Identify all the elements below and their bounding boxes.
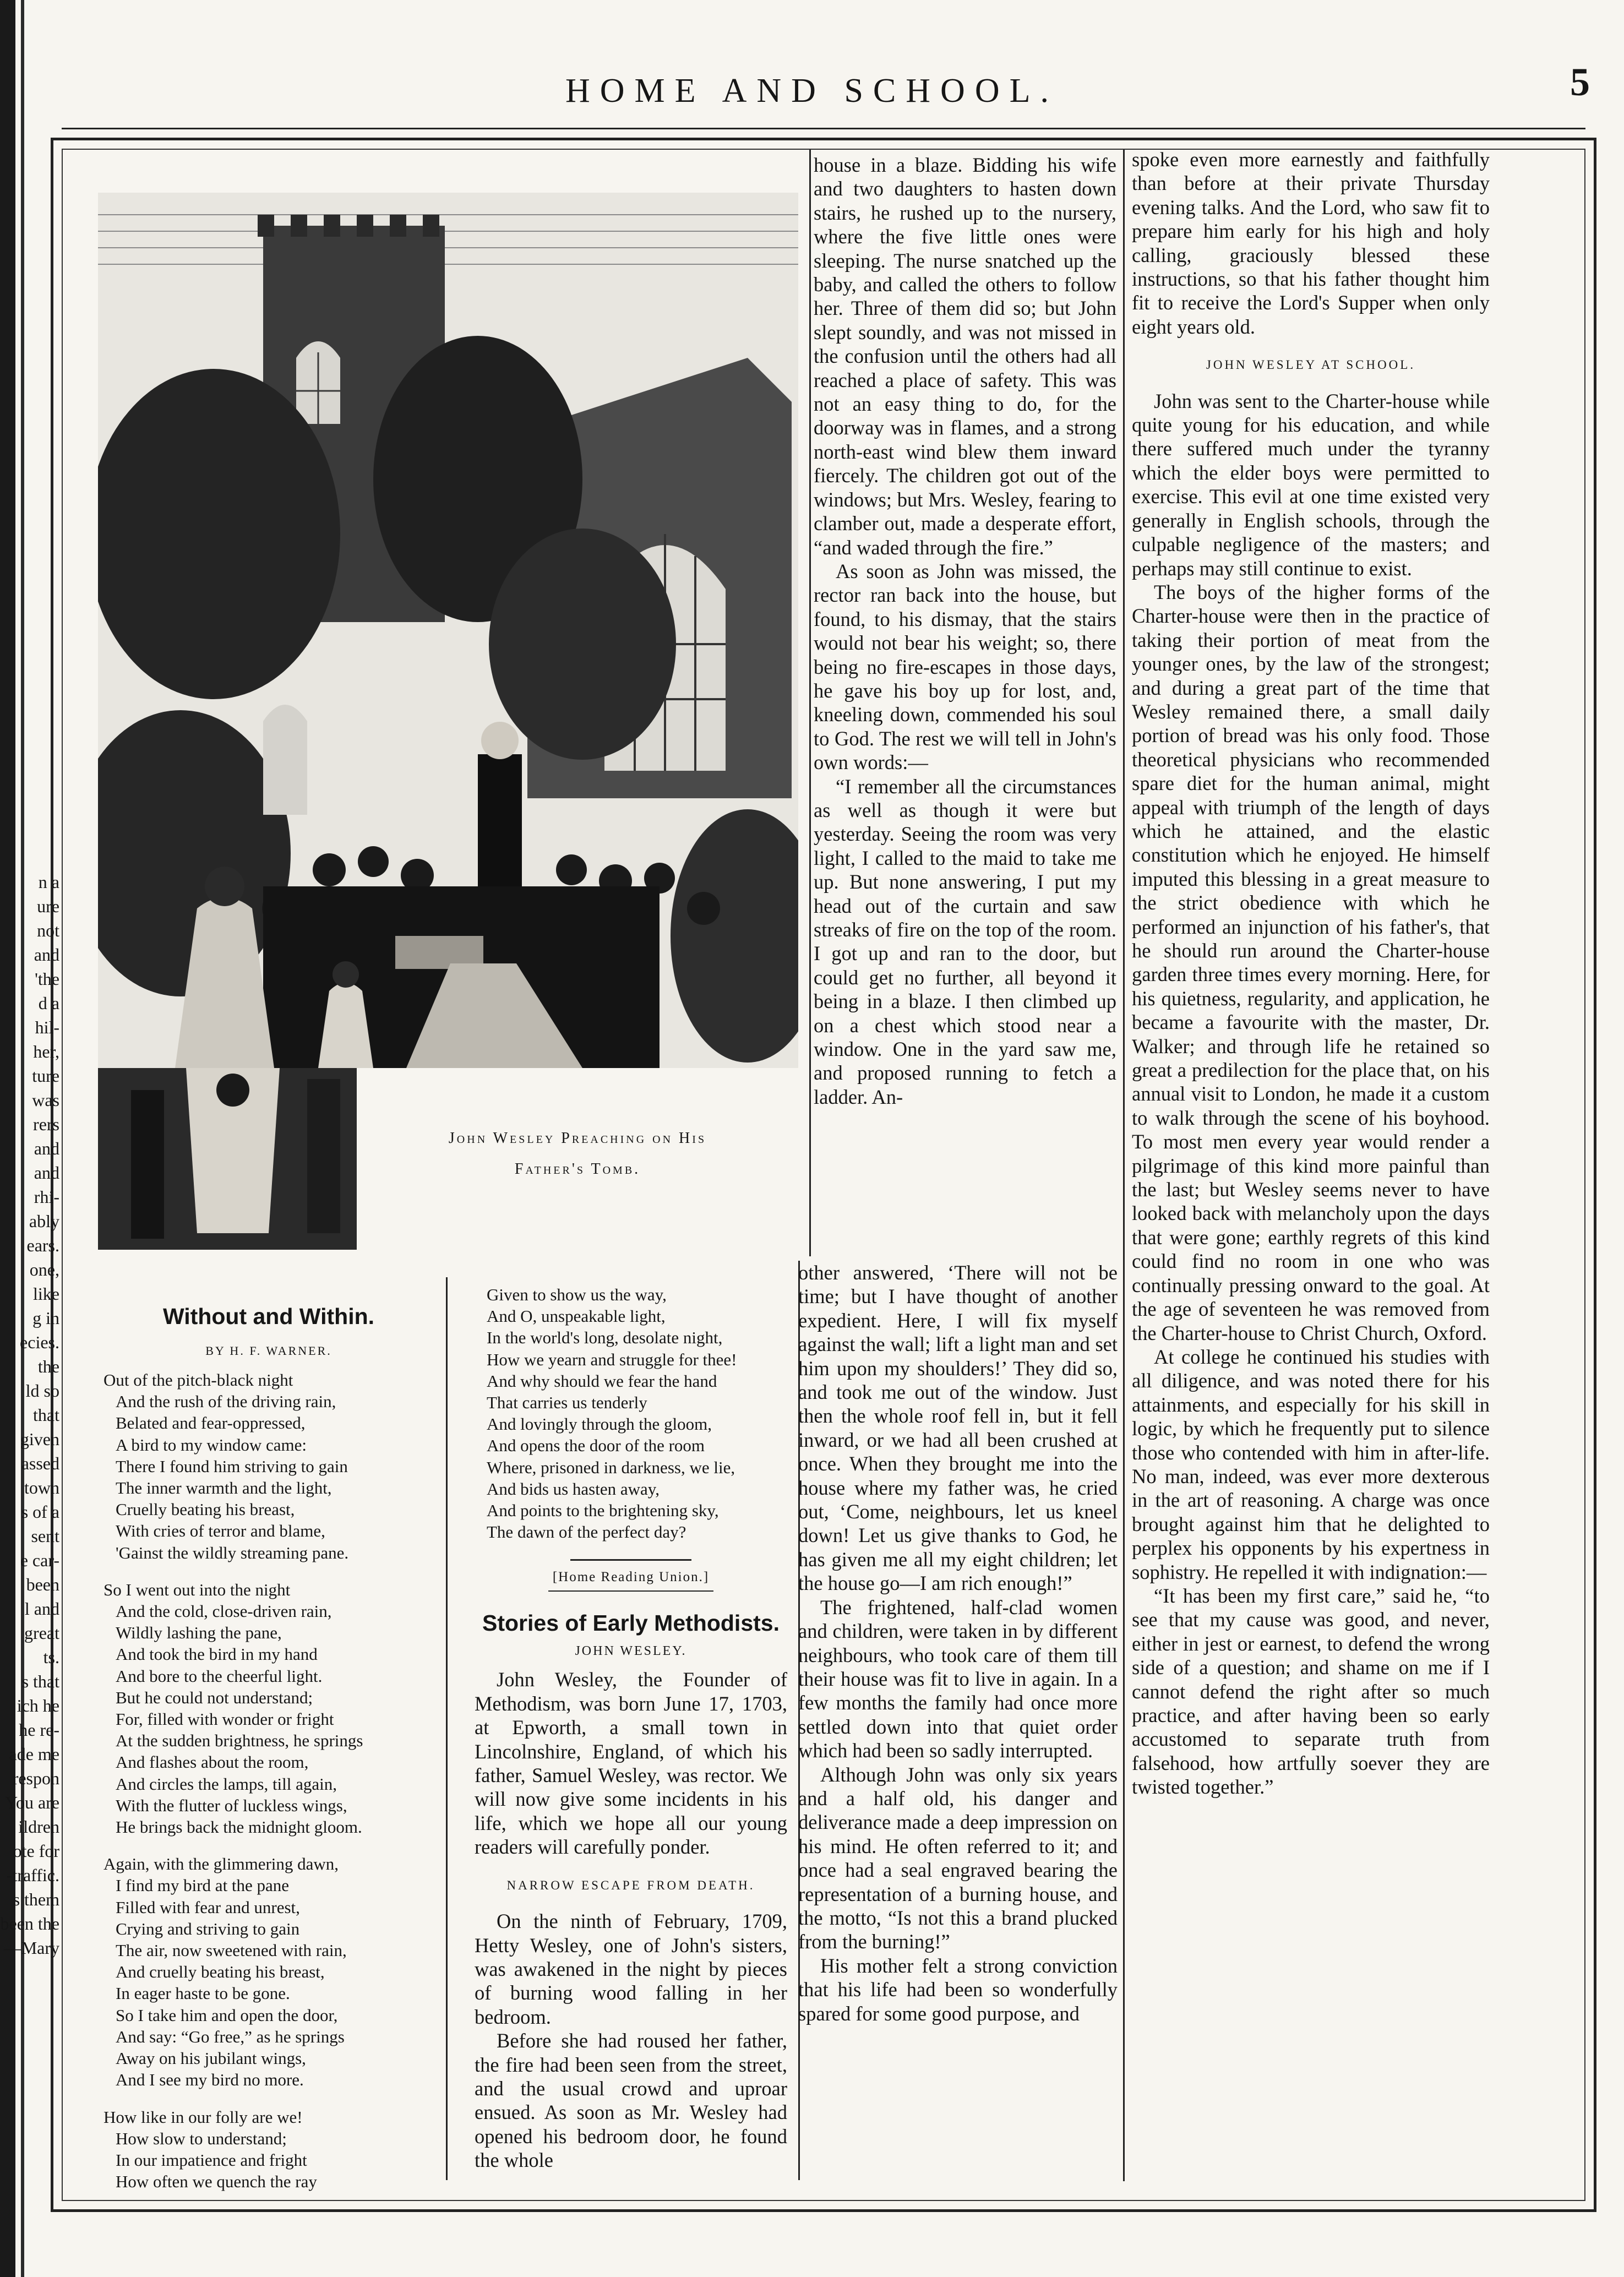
column-rule-1 bbox=[446, 1277, 448, 2180]
poem-line: There I found him striving to gain bbox=[116, 1456, 348, 1476]
poem-line: Again, with the glimmering dawn, bbox=[103, 1854, 339, 1874]
poem-line: But he could not understand; bbox=[116, 1687, 313, 1707]
column-rule-3 bbox=[1123, 150, 1125, 2181]
poem-line: With cries of terror and blame, bbox=[116, 1521, 325, 1541]
poem-line: In our impatience and fright bbox=[116, 2150, 307, 2170]
poem-line: That carries us tenderly bbox=[487, 1393, 647, 1413]
adjacent-page-fragment: d a bbox=[38, 993, 59, 1013]
article-col-3-lower bbox=[798, 1261, 1118, 2025]
paragraph-s2-3: At college he continued his studies with all diligence, and was noted there for his attainments, and especially for his skill in logic, by which he frequently put to silence those who contended with him in after-life. No man, indeed, was ever more dexterous in the art of reasoning. A charge was once brought against him that he delighted to perplex his opponents by his expertness in sophistry. He repelled it with indignation:— bbox=[1132, 1345, 1490, 1583]
poem-stanza bbox=[103, 1579, 434, 1838]
poem-line: A bird to my window came: bbox=[116, 1435, 307, 1455]
adjacent-page-fragment: given bbox=[20, 1429, 59, 1449]
poem-stanza bbox=[103, 1853, 434, 2090]
adjacent-page-fragment: and bbox=[34, 1138, 59, 1158]
adjacent-page-fragment: sent bbox=[31, 1526, 59, 1546]
adjacent-page-fragment: —Mary bbox=[3, 1938, 59, 1958]
page-number: 5 bbox=[1570, 60, 1590, 104]
poem-line: And cruelly beating his breast, bbox=[116, 1962, 325, 1982]
engraving-caption bbox=[357, 1123, 798, 1185]
adjacent-page-fragment: not bbox=[37, 920, 59, 940]
poem-line: So I went out into the night bbox=[103, 1579, 291, 1599]
poem-line: He brings back the midnight gloom. bbox=[116, 1817, 362, 1837]
adjacent-page-fragment: ld so bbox=[25, 1381, 59, 1401]
adjacent-page-fragment: -traffic. bbox=[6, 1865, 59, 1885]
article-col-4 bbox=[1132, 148, 1490, 1799]
poem-line: And took the bird in my hand bbox=[116, 1644, 318, 1664]
poem-line: Crying and striving to gain bbox=[116, 1919, 300, 1938]
paragraph-s1-1: On the ninth of February, 1709, Hetty Wesley, one of John's sisters, was awakened in the night by pieces of burning wood falling in her bedroom. bbox=[475, 1910, 787, 2028]
poem-line: Where, prisoned in darkness, we lie, bbox=[487, 1457, 735, 1477]
adjacent-page-fragment: and bbox=[34, 945, 59, 965]
adjacent-page-fragment: been the bbox=[0, 1914, 59, 1933]
article-col-2 bbox=[475, 1668, 787, 2172]
poem-line: And lovingly through the gloom, bbox=[487, 1414, 712, 1434]
adjacent-page-fragment: assed bbox=[21, 1453, 59, 1473]
poem-line: How slow to understand; bbox=[116, 2128, 287, 2148]
adjacent-page-fragment: the bbox=[37, 1357, 59, 1376]
caption-line-2: Father's Tomb. bbox=[514, 1161, 641, 1178]
adjacent-page-fragment: rers bbox=[33, 1114, 59, 1134]
engraving-rule bbox=[809, 150, 811, 1256]
ornament-rule bbox=[570, 1559, 691, 1561]
poem-line: Away on his jubilant wings, bbox=[116, 2049, 306, 2068]
poem-line: For, filled with wonder or fright bbox=[116, 1709, 334, 1729]
adjacent-page-fragment: ably bbox=[29, 1211, 59, 1231]
poem-line: And opens the door of the room bbox=[487, 1436, 705, 1456]
paragraph-s2-1: John was sent to the Charter-house while quite young for his education, and while there suffered much under the tyranny which the elder boys were permitted to exercise. This evil at one time existed very generally in English schools, through the culpable negligence of the masters; and perhaps may still continue to exist. bbox=[1132, 389, 1490, 580]
adjacent-page-fragment: ildren bbox=[18, 1817, 59, 1837]
poem-line: The air, now sweetened with rain, bbox=[116, 1941, 347, 1960]
adjacent-page-fragment: town bbox=[24, 1478, 59, 1497]
poem-line: And points to the brightening sky, bbox=[487, 1501, 719, 1521]
poem-column-2 bbox=[475, 1284, 787, 2172]
poem-line: And say: “Go free,” as he springs bbox=[116, 2027, 345, 2046]
article-intro: John Wesley, the Founder of Methodism, was born June 17, 1703, at Epworth, a small town in Lincolnshire, England, of which his father, Samuel Wesley, was rector. We will now give some incidents in his life, which we hope all our young readers will carefully ponder. bbox=[475, 1668, 787, 1859]
adjacent-page-fragment: e car- bbox=[20, 1550, 59, 1570]
paragraph-s1-7: spoke even more earnestly and faithfully than before at their private Thursday evening talks. And the Lord, who saw fit to prepare him early for his high and holy calling, graciously blessed these instructions, so that his father thought him fit to receive the Lord's Supper when only eight years old. bbox=[1132, 148, 1490, 338]
adjacent-page-fragment: rhi- bbox=[34, 1187, 59, 1207]
adjacent-page-fragment: ts. bbox=[43, 1647, 59, 1667]
adjacent-page-fragment: ade me bbox=[9, 1744, 59, 1764]
poem-stanza bbox=[103, 2106, 434, 2193]
poem-line: So I take him and open the door, bbox=[116, 2005, 338, 2025]
paragraph-s1-6: His mother felt a strong conviction that his life had been so wonderfully spared for some good purpose, and bbox=[798, 1954, 1118, 2025]
adjacent-page-fragment: You are bbox=[5, 1793, 59, 1812]
adjacent-page-fragment: s that bbox=[21, 1671, 59, 1691]
adjacent-page-fragment: s them bbox=[13, 1889, 59, 1909]
poem-line: How we yearn and struggle for thee! bbox=[487, 1349, 737, 1369]
poem-stanzas bbox=[103, 1369, 434, 2192]
adjacent-page-fragment: l and bbox=[24, 1599, 59, 1619]
caption-line-1: John Wesley Preaching on His bbox=[448, 1130, 707, 1147]
paragraph-s1-quote-a: “I remember all the circumstances as well as though it were but yesterday. Seeing the room was very light, I called to the maid to take me up. But none answering, I put my head out of the curtain and saw streaks of fire on the top of the room. I got up and ran to the door, but could get no further, all beyond it being in a blaze. I then climbed up on a chest which stood near a window. One in the yard saw me, and proposed running to fetch a ladder. An- bbox=[814, 775, 1116, 1108]
poem-line: And I see my bird no more. bbox=[116, 2070, 304, 2090]
poem-title: Without and Within. bbox=[162, 1304, 375, 1329]
poem-line: And flashes about the room, bbox=[116, 1752, 309, 1772]
adjacent-page-fragment: ich he bbox=[17, 1696, 59, 1715]
paragraph-s1-5: Although John was only six years and a half old, his danger and deliverance made a deep impression on his mind. He often referred to it; and once had a seal engraved bearing the representation of a burning house, and the motto, “Is not this a brand plucked from the burning!” bbox=[798, 1763, 1118, 1953]
adjacent-page-fragment: her, bbox=[33, 1042, 59, 1061]
adjacent-page-fragment: been bbox=[26, 1575, 59, 1594]
adjacent-page-fragment: s of a bbox=[21, 1502, 59, 1522]
adjacent-page-fragment: he re- bbox=[19, 1720, 59, 1740]
adjacent-page-fragment: ture bbox=[32, 1066, 59, 1086]
paragraph-s1-3: As soon as John was missed, the rector ran back into the house, but found, to his dismay, that the stairs would not bear his weight; so, there being no fire-escapes in those days, he gave his boy up for lost, and, kneeling down, commended his soul to God. The rest we will tell in John's own words:— bbox=[814, 559, 1116, 774]
paragraph-s2-2: The boys of the higher forms of the Charter-house were then in the practice of taking their portion of meat from the younger ones, by the law of the strongest; and during a great part of the time that Wesley remained there, a small daily portion of bread was his only food. Those theoretical physicians who recommended spare diet for the human animal, might appeal with triumph of the length of days which he attained, and the elastic constitution which he enjoyed. He himself imputed this blessing in a great measure to the strict obedience with which he performed an injunction of his father's, that he should run around the Charter-house garden three times every morning. Here, for his quietness, regularity, and application, he became a favourite with the master, Dr. Walker; and through life he retained so great a predilection for the place that, on his annual visit to London, he made it a custom to walk through the scene of his boyhood. To most men every year would render a pilgrimage of this kind more painful than the last; but Wesley seems never to have looked back with melancholy upon the days that were gone; earthly regrets of this kind could find no room in one who was continually pressing onward to the goal. At the age of seventeen he was removed from the Charter-house to Christ Church, Oxford. bbox=[1132, 580, 1490, 1344]
paragraph-s1-2b: house in a blaze. Bidding his wife and two daughters to hasten down stairs, he rushed up to the nursery, where the five little ones were sleeping. The nurse snatched up the baby, and called the others to follow her. Three of them did so; but John slept soundly, and was not missed in the confusion until the others had all reached a place of safety. This was not an easy thing to do, for the doorway was in flames, and a strong north-east wind blew them inward fiercely. The children got out of the windows; but Mrs. Wesley, fearing to clamber out, made a desperate effort, “and waded through the fire.” bbox=[814, 154, 1116, 559]
adjacent-page-fragment: g in bbox=[32, 1308, 59, 1328]
paragraph-s2-4: “It has been my first care,” said he, “to see that my cause was good, and never, either in jest or earnest, to defend the wrong side of a question; and shame on me if I cannot defend the right after so much practice, and after having been so early accustomed to separate truth from falsehood, how artfully soever they are twisted together.” bbox=[1132, 1584, 1490, 1799]
adjacent-page-fragment: ecies. bbox=[20, 1332, 59, 1352]
adjacent-page-fragment: was bbox=[32, 1090, 59, 1110]
adjacent-page-fragment: ote for bbox=[13, 1841, 59, 1861]
adjacent-page-fragment: like bbox=[33, 1284, 59, 1304]
section-heading-at-school: JOHN WESLEY AT SCHOOL. bbox=[1206, 358, 1416, 372]
adjacent-page-fragment: and bbox=[34, 1163, 59, 1183]
poem-line: Given to show us the way, bbox=[487, 1285, 667, 1304]
poem-line: With the flutter of luckless wings, bbox=[116, 1795, 347, 1815]
poem-continuation bbox=[475, 1284, 787, 1543]
union-note: [Home Reading Union.] bbox=[552, 1570, 710, 1585]
poem-line: In eager haste to be gone. bbox=[116, 1984, 290, 2003]
adjacent-page-fragment: respon bbox=[12, 1768, 59, 1788]
engraving-wesley-preaching bbox=[98, 193, 798, 1068]
article-subject: JOHN WESLEY. bbox=[575, 1644, 687, 1659]
poem-line: How often we quench the ray bbox=[116, 2172, 317, 2192]
poem-line: Cruelly beating his breast, bbox=[116, 1500, 295, 1519]
running-head: HOME AND SCHOOL. bbox=[565, 72, 1059, 110]
poem-line: Filled with fear and unrest, bbox=[116, 1897, 300, 1917]
adjacent-page-fragment: 'the bbox=[35, 969, 59, 989]
section-heading-narrow-escape: NARROW ESCAPE FROM DEATH. bbox=[506, 1878, 755, 1892]
poem-line: Belated and fear-oppressed, bbox=[116, 1413, 306, 1433]
poem-line: And why should we fear the hand bbox=[487, 1371, 717, 1391]
engraving-foreground-extension bbox=[98, 1068, 357, 1250]
poem-line: And bids us hasten away, bbox=[487, 1479, 660, 1499]
adjacent-page-fragment: hil- bbox=[35, 1017, 59, 1037]
adjacent-page-fragment: n a bbox=[38, 872, 59, 892]
paragraph-s1-4: The frightened, half-clad women and children, were taken in by different neighbours, who took care of them till their house was fit to live in again. In a few months the family had once more settled down into that quiet order which had been so sadly interrupted. bbox=[798, 1595, 1118, 1762]
adjacent-page-fragment: one, bbox=[29, 1260, 59, 1279]
adjacent-page-fragment: great bbox=[24, 1623, 59, 1643]
paragraph-s1-quote-b: other answered, ‘There will not be time; but I have thought of another expedient. Here, I will fix myself against the wall; lift a light man and set him upon my shoulders!’ They did so, and took me out of the window. Just then the whole roof fell in, but it fell inward, or we had all been crushed at once. When they brought me into the house where my father was, he cried out, ‘Come, neighbours, let us kneel down! Let us give thanks to God, he has given me all my eight children; let the house go—I am rich enough!” bbox=[798, 1261, 1118, 1595]
article-col-3-upper bbox=[814, 153, 1116, 1109]
poem-line: I find my bird at the pane bbox=[116, 1876, 290, 1895]
poem-line: 'Gainst the wildly streaming pane. bbox=[116, 1543, 349, 1562]
poem-line: And O, unspeakable light, bbox=[487, 1306, 666, 1326]
adjacent-page-fragment: that bbox=[33, 1405, 59, 1425]
poem-line: And circles the lamps, till again, bbox=[116, 1774, 337, 1794]
poem-byline: BY H. F. WARNER. bbox=[205, 1344, 332, 1358]
header-rule bbox=[62, 128, 1585, 129]
paragraph-s1-2a: Before she had roused her father, the fire had been seen from the street, and the usual crowd and uproar ensued. As soon as Mr. Wesley had opened his bedroom door, he found the whole bbox=[475, 2029, 787, 2172]
poem-stanza bbox=[103, 1369, 434, 1564]
poem-line: And the cold, close-driven rain, bbox=[116, 1601, 332, 1621]
article-title: Stories of Early Methodists. bbox=[482, 1610, 780, 1636]
poem-line: In the world's long, desolate night, bbox=[487, 1328, 723, 1348]
union-rule bbox=[548, 1590, 713, 1592]
poem-line: The inner warmth and the light, bbox=[116, 1478, 332, 1498]
poem-line: Out of the pitch-black night bbox=[103, 1370, 293, 1390]
poem-line: The dawn of the perfect day? bbox=[487, 1522, 686, 1542]
poem-line: At the sudden brightness, he springs bbox=[116, 1731, 363, 1751]
poem-line: And bore to the cheerful light. bbox=[116, 1666, 323, 1686]
poem-line: Wildly lashing the pane, bbox=[116, 1623, 282, 1643]
poem-line: How like in our folly are we! bbox=[103, 2107, 303, 2127]
adjacent-page-fragments bbox=[0, 870, 59, 1960]
poem-column-1 bbox=[103, 1304, 434, 2208]
adjacent-page-fragment: ears. bbox=[26, 1235, 59, 1255]
poem-line: And the rush of the driving rain, bbox=[116, 1392, 336, 1412]
adjacent-page-fragment: ure bbox=[37, 896, 59, 916]
